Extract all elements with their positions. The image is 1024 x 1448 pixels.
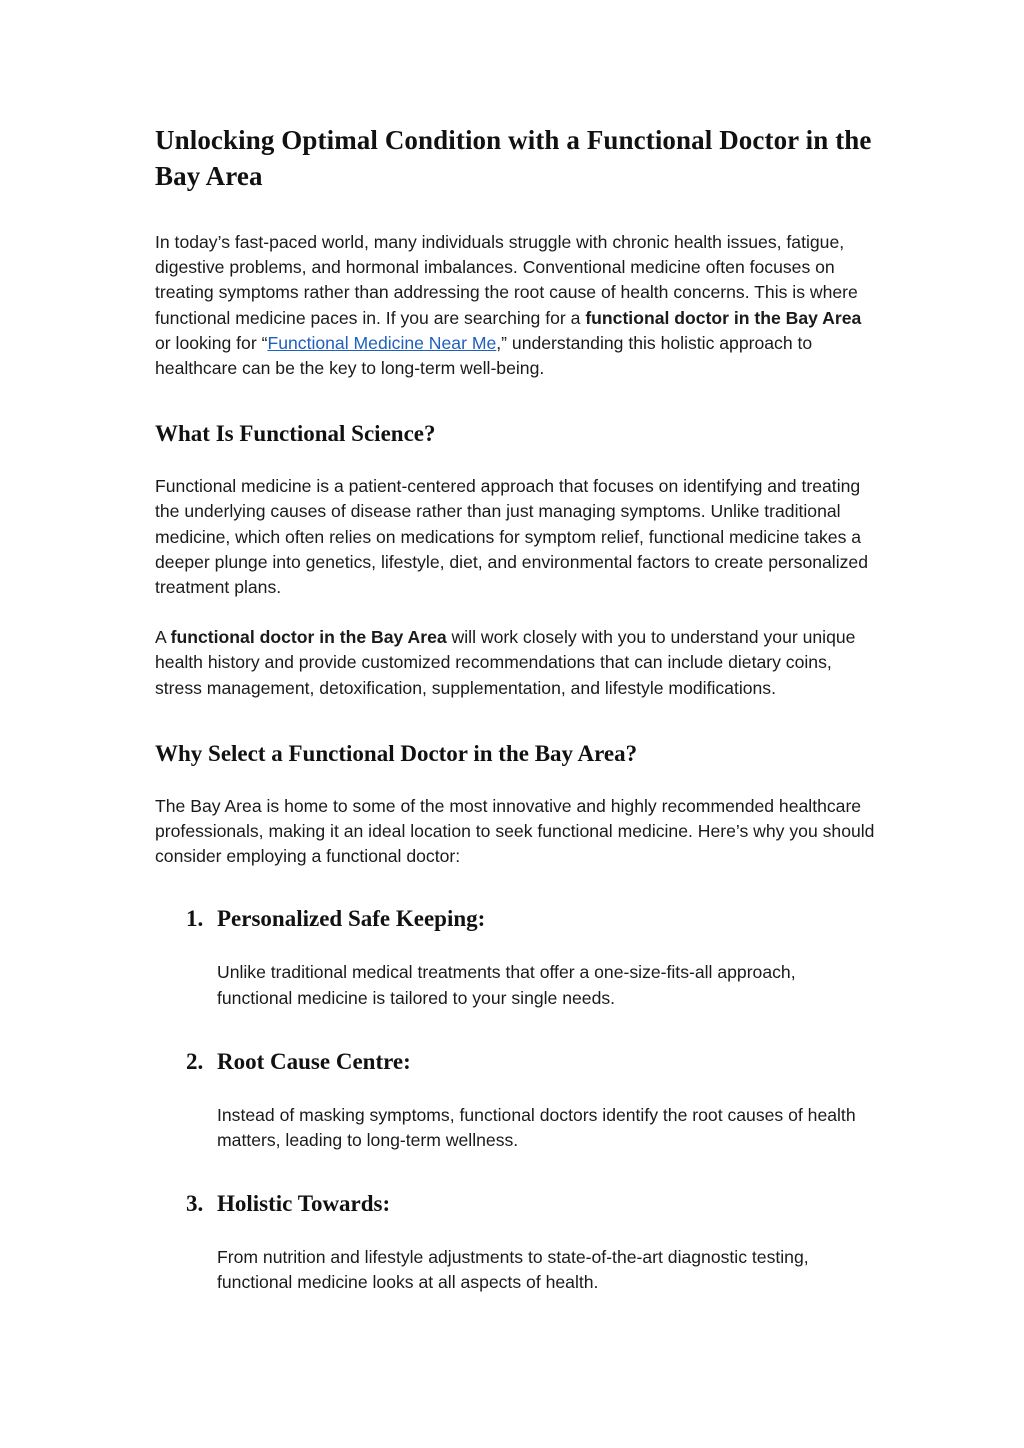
list-item-title: Holistic Towards:	[217, 1191, 391, 1217]
section1-paragraph-2	[155, 625, 875, 701]
list-item	[155, 1047, 875, 1153]
reasons-list	[155, 904, 875, 1295]
section-heading-what-is: What Is Functional Science?	[155, 421, 436, 447]
list-item-body: Unlike traditional medical treatments that offer a one-size-fits-all approach, functional medicine is tailored to your single needs.	[217, 962, 796, 1008]
list-item-number: 3.	[186, 1191, 204, 1217]
list-item	[155, 1189, 875, 1295]
list-item-heading	[155, 1047, 875, 1077]
section1-p2-start: A	[155, 627, 171, 648]
intro-text-1: In today’s fast-paced world, many individuals struggle with chronic health issues, fatigue, digestive problems, and hormonal imbalances. Conventional medicine often focuses on treating symptoms rather than addressing the root cause of health concerns. This is where functional medicine paces in. If you are searching for a	[155, 232, 858, 328]
section1-p2-bold-keyword: functional doctor in the Bay Area	[170, 627, 447, 648]
intro-text-2: or looking for “	[155, 332, 268, 353]
list-item-heading	[155, 904, 875, 934]
section1-p2-rest: will work closely with you to understand your unique health history and provide customized recommendations that can include dietary coins, stress management, detoxification, supplementation, and lifestyle modifications.	[155, 627, 856, 698]
intro-paragraph	[155, 230, 875, 381]
list-item-heading	[155, 1189, 875, 1219]
list-item-number: 1.	[186, 906, 204, 932]
section2-paragraph: The Bay Area is home to some of the most innovative and highly recommended healthcare professionals, making it an ideal location to seek functional medicine. Here’s why you should consider employing a functional doctor:	[155, 795, 875, 867]
section-heading-why-select: Why Select a Functional Doctor in the Bay Area?	[155, 740, 638, 766]
list-item-number: 2.	[186, 1048, 204, 1074]
document-page	[155, 122, 875, 1321]
section1-paragraph-1: Functional medicine is a patient-centered approach that focuses on identifying and treating the underlying causes of disease rather than just managing symptoms. Unlike traditional medicine, which often relies on medications for symptom relief, functional medicine takes a deeper plunge into genetics, lifestyle, diet, and environmental factors to create personalized treatment plans.	[155, 476, 868, 598]
intro-bold-keyword: functional doctor in the Bay Area	[585, 307, 862, 328]
page-title: Unlocking Optimal Condition with a Functional Doctor in the Bay Area	[155, 125, 872, 191]
list-item-body: From nutrition and lifestyle adjustments to state-of-the-art diagnostic testing, functional medicine looks at all aspects of health.	[217, 1247, 809, 1293]
list-item-title: Personalized Safe Keeping:	[217, 906, 486, 932]
list-item	[155, 904, 875, 1010]
list-item-title: Root Cause Centre:	[217, 1048, 411, 1074]
intro-text-3: ,” understanding this holistic approach to healthcare can be the key to long-term well-being.	[155, 332, 813, 379]
functional-medicine-near-me-link[interactable]: Functional Medicine Near Me	[267, 332, 497, 353]
list-item-body: Instead of masking symptoms, functional doctors identify the root causes of health matters, leading to long-term wellness.	[217, 1104, 856, 1151]
